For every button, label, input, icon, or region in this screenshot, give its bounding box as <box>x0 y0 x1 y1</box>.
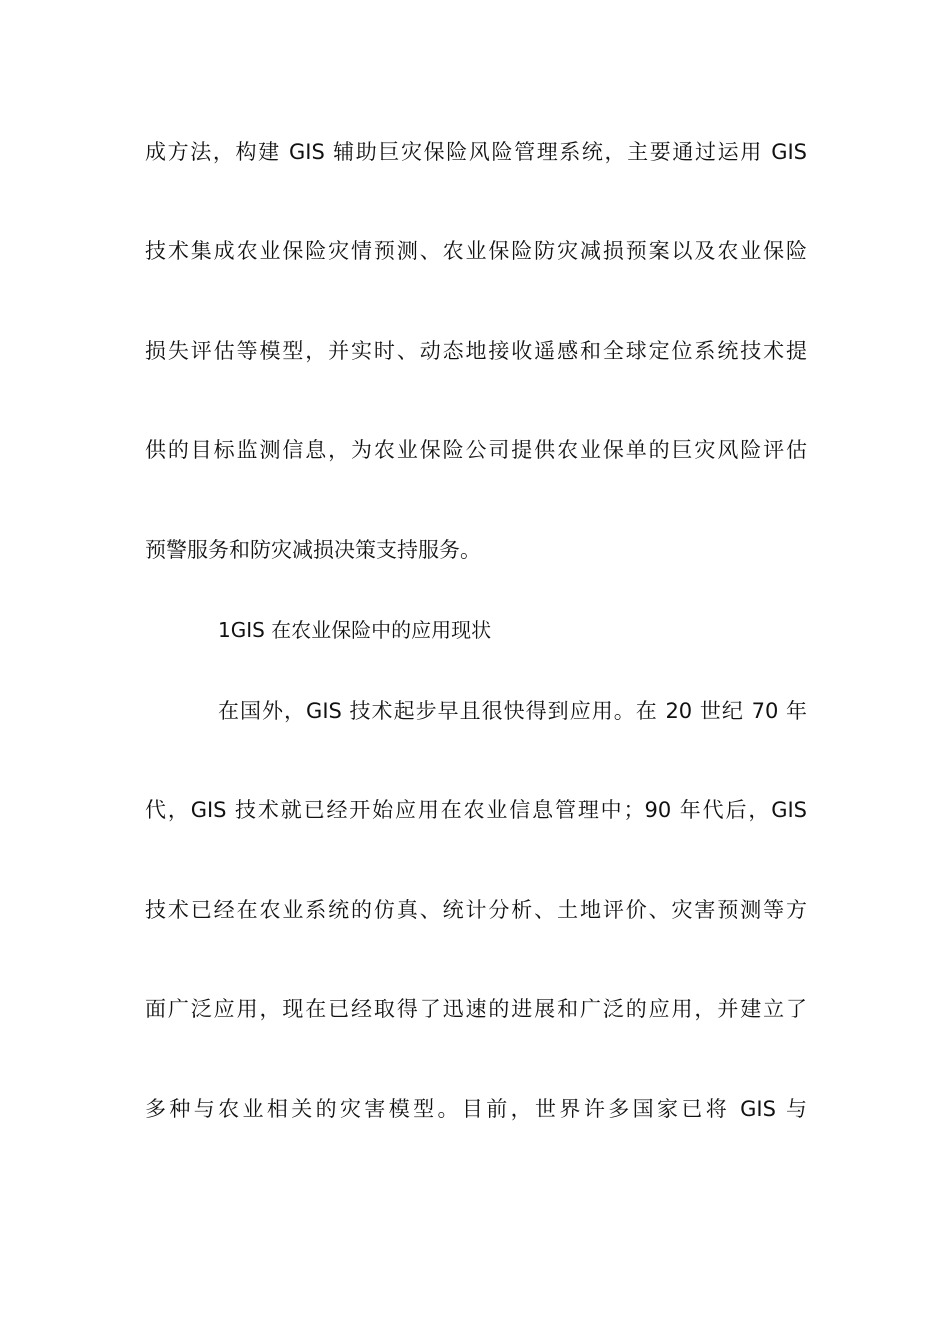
paragraph-line: 技术已经在农业系统的仿真、统计分析、土地评价、灾害预测等方 <box>145 898 807 922</box>
section-heading: 1GIS 在农业保险中的应用现状 <box>218 618 492 642</box>
paragraph-line: 技术集成农业保险灾情预测、农业保险防灾减损预案以及农业保险 <box>145 239 807 263</box>
paragraph-line: 代，GIS 技术就已经开始应用在农业信息管理中；90 年代后，GIS <box>145 798 807 822</box>
paragraph-line: 成方法，构建 GIS 辅助巨灾保险风险管理系统，主要通过运用 GIS <box>145 140 807 164</box>
paragraph-line: 在国外，GIS 技术起步早且很快得到应用。在 20 世纪 70 年 <box>218 699 807 723</box>
paragraph-line: 供的目标监测信息，为农业保险公司提供农业保单的巨灾风险评估 <box>145 438 807 462</box>
paragraph-line: 损失评估等模型，并实时、动态地接收遥感和全球定位系统技术提 <box>145 339 807 363</box>
paragraph-line: 多种与农业相关的灾害模型。目前，世界许多国家已将 GIS 与 <box>145 1097 807 1121</box>
paragraph-line: 预警服务和防灾减损决策支持服务。 <box>145 538 481 562</box>
paragraph-line: 面广泛应用，现在已经取得了迅速的进展和广泛的应用，并建立了 <box>145 997 807 1021</box>
